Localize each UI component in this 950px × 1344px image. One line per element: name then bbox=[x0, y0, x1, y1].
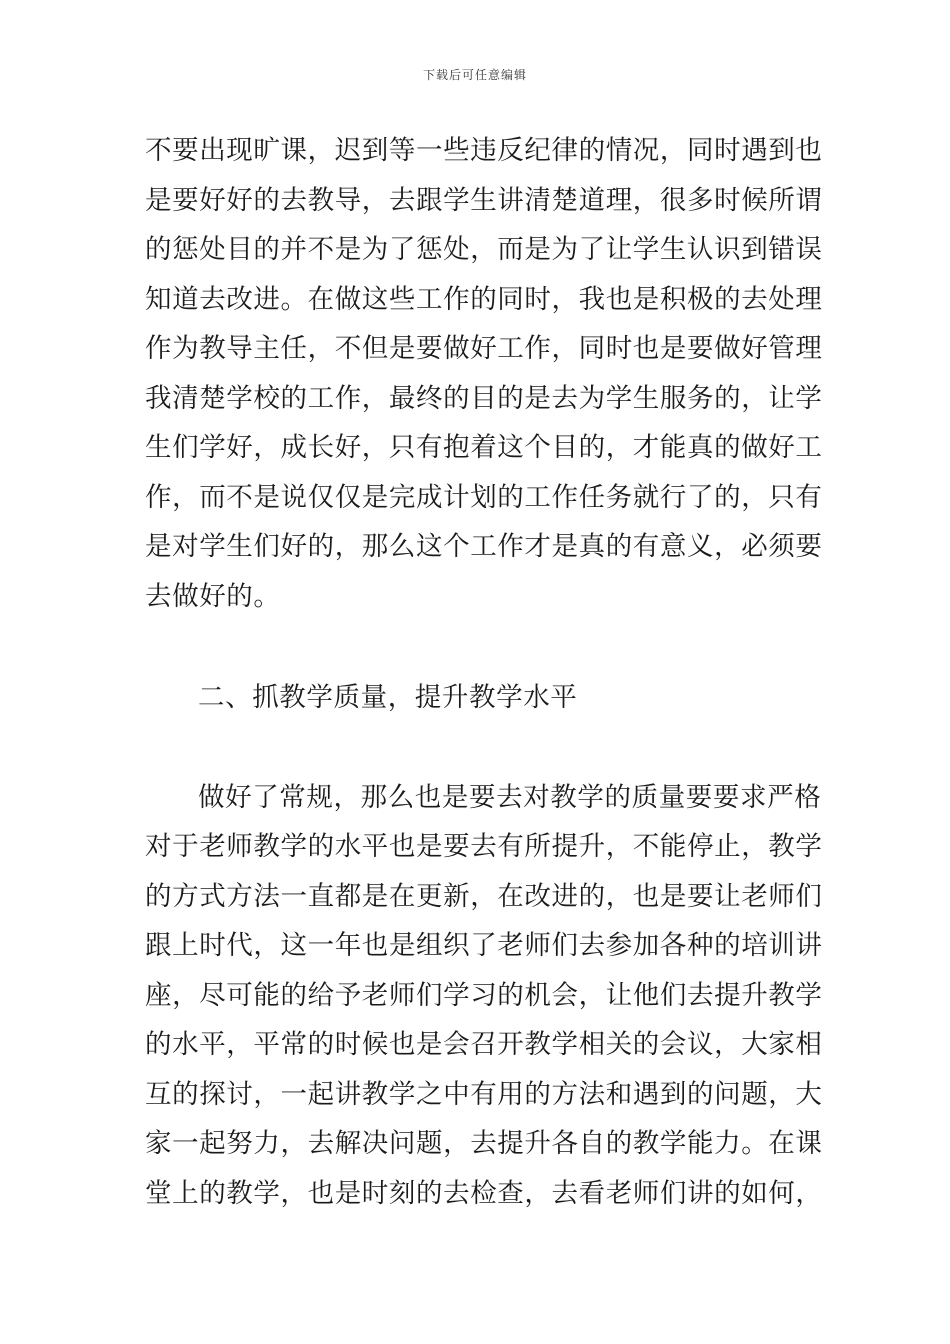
paragraph-line: 的水平，平常的时候也是会召开教学相关的会议，大家相 bbox=[145, 1029, 823, 1060]
section-heading: 二、抓教学质量，提升教学水平 bbox=[198, 682, 578, 713]
paragraph-line: 互的探讨，一起讲教学之中有用的方法和遇到的问题，大 bbox=[145, 1079, 823, 1110]
paragraph-line: 作，而不是说仅仅是完成计划的工作任务就行了的，只有 bbox=[145, 482, 823, 513]
paragraph-line: 跟上时代，这一年也是组织了老师们去参加各种的培训讲 bbox=[145, 930, 823, 961]
paragraph-line: 去做好的。 bbox=[145, 581, 281, 612]
paragraph-line: 座，尽可能的给予老师们学习的机会，让他们去提升教学 bbox=[145, 980, 823, 1011]
paragraph-line: 对于老师教学的水平也是要去有所提升，不能停止，教学 bbox=[145, 831, 823, 862]
paragraph-line: 的方式方法一直都是在更新，在改进的，也是要让老师们 bbox=[145, 881, 823, 912]
paragraph-line: 作为教导主任，不但是要做好工作，同时也是要做好管理 bbox=[145, 333, 823, 364]
paragraph-line: 我清楚学校的工作，最终的目的是去为学生服务的，让学 bbox=[145, 383, 823, 414]
paragraph-line: 生们学好，成长好，只有抱着这个目的，才能真的做好工 bbox=[145, 432, 823, 463]
paragraph-line: 家一起努力，去解决问题，去提升各自的教学能力。在课 bbox=[145, 1128, 823, 1159]
paragraph-line: 的惩处目的并不是为了惩处，而是为了让学生认识到错误 bbox=[145, 234, 823, 265]
paragraph-line: 是要好好的去教导，去跟学生讲清楚道理，很多时候所谓 bbox=[145, 185, 823, 216]
paragraph-line: 是对学生们好的，那么这个工作才是真的有意义，必须要 bbox=[145, 531, 823, 562]
paragraph-line: 不要出现旷课，迟到等一些违反纪律的情况，同时遇到也 bbox=[145, 135, 823, 166]
paragraph-line: 做好了常规，那么也是要去对教学的质量要要求严格 bbox=[198, 782, 822, 813]
header-note: 下载后可任意编辑 bbox=[422, 68, 527, 82]
paragraph-line: 知道去改进。在做这些工作的同时，我也是积极的去处理 bbox=[145, 284, 823, 315]
paragraph-line: 堂上的教学，也是时刻的去检查，去看老师们讲的如何， bbox=[145, 1178, 823, 1209]
